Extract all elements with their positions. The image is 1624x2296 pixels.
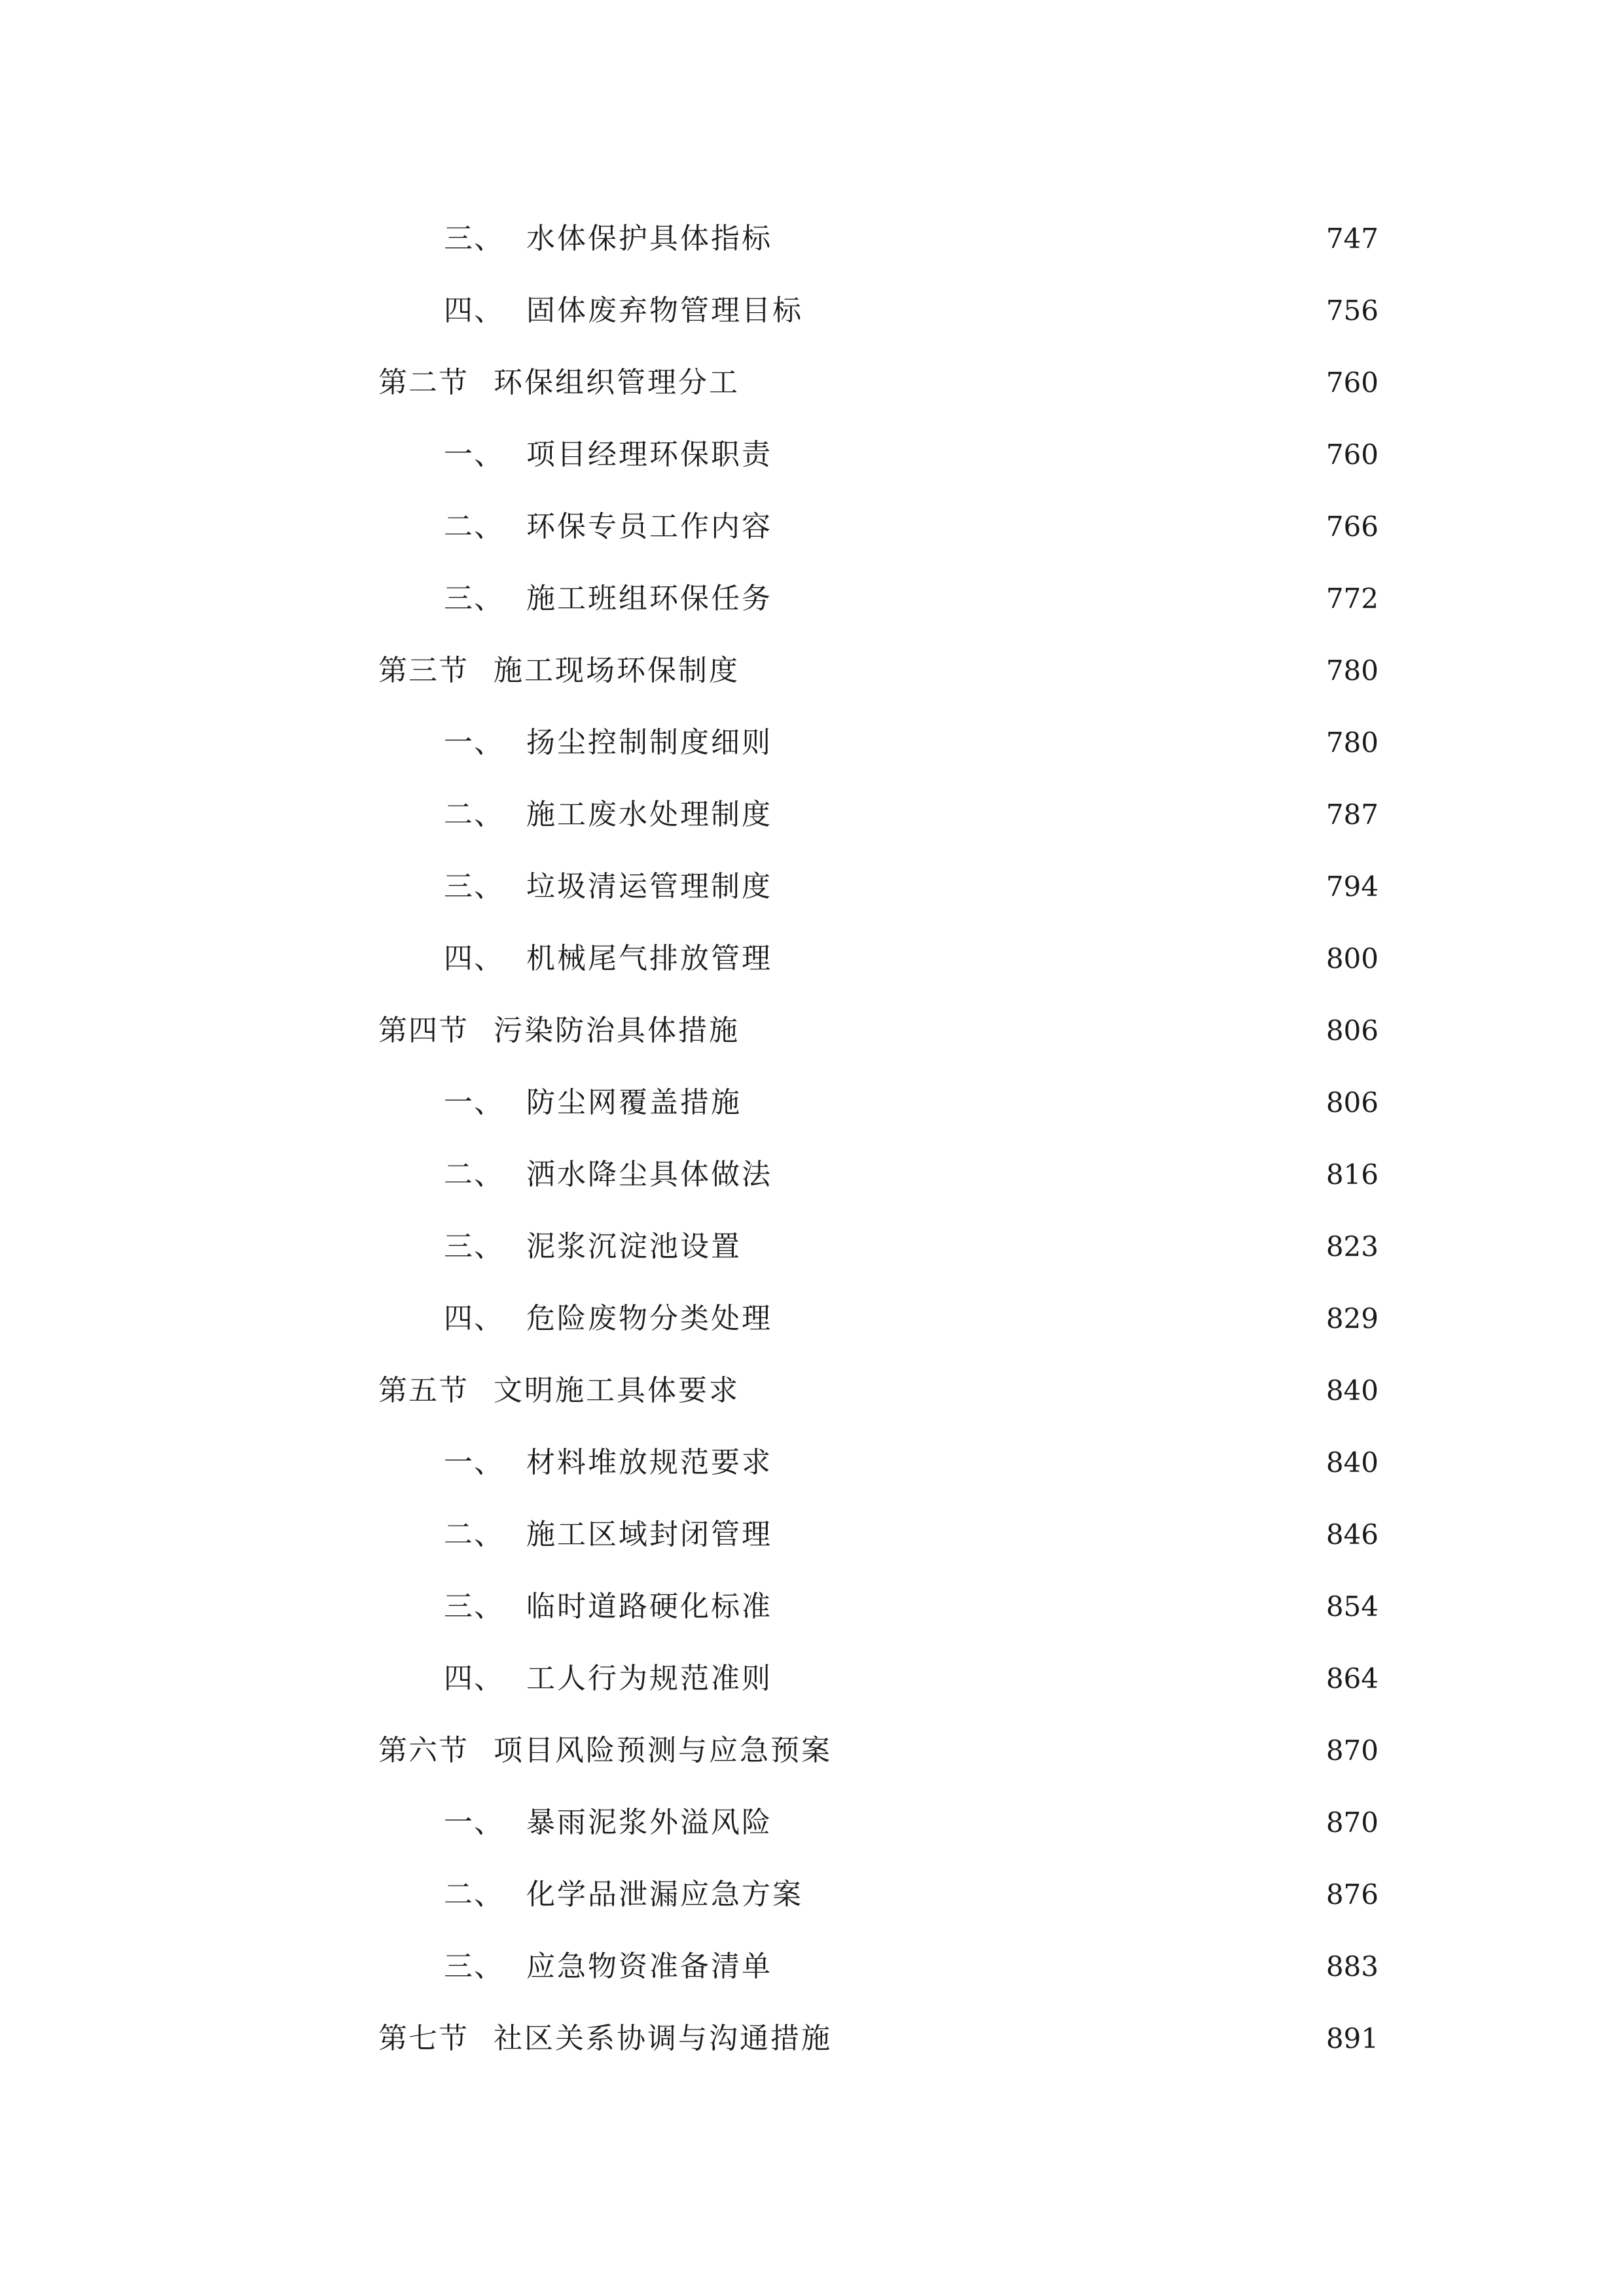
toc-dot-leader bbox=[784, 728, 1314, 757]
toc-subsection-row[interactable] bbox=[378, 1211, 1379, 1283]
toc-entry-title: 垃圾清运管理制度 bbox=[526, 870, 772, 903]
toc-entry-number: 二、 bbox=[444, 1878, 504, 1911]
toc-subsection-row[interactable] bbox=[378, 1571, 1379, 1643]
toc-page-number: 883 bbox=[1326, 1950, 1379, 1982]
toc-page-number: 760 bbox=[1326, 367, 1379, 399]
toc-section-row[interactable] bbox=[378, 635, 1379, 707]
toc-dot-leader bbox=[784, 1664, 1314, 1693]
toc-page-number: 806 bbox=[1326, 1014, 1379, 1047]
toc-subsection-row[interactable] bbox=[378, 851, 1379, 923]
toc-entry-number: 二、 bbox=[444, 510, 504, 543]
toc-entry-number: 三、 bbox=[444, 1590, 504, 1623]
toc-entry-number: 四、 bbox=[444, 1662, 504, 1695]
toc-subsection-row[interactable] bbox=[378, 1787, 1379, 1859]
toc-entry-number: 二、 bbox=[444, 798, 504, 831]
toc-subsection-row[interactable] bbox=[378, 923, 1379, 995]
toc-subsection-row[interactable] bbox=[378, 1643, 1379, 1715]
toc-entry-title: 施工班组环保任务 bbox=[526, 582, 772, 615]
toc-entry-title: 洒水降尘具体做法 bbox=[526, 1158, 772, 1191]
toc-page-number: 756 bbox=[1326, 295, 1379, 327]
toc-dot-leader bbox=[784, 872, 1314, 901]
toc-section-row[interactable] bbox=[378, 2003, 1379, 2075]
toc-page-number: 772 bbox=[1326, 583, 1379, 615]
toc-page-number: 870 bbox=[1326, 1734, 1379, 1767]
toc-entry-title: 社区关系协调与沟通措施 bbox=[494, 2022, 832, 2055]
toc-subsection-row[interactable] bbox=[378, 419, 1379, 491]
toc-dot-leader bbox=[751, 368, 1314, 397]
toc-entry-title: 临时道路硬化标准 bbox=[526, 1590, 772, 1623]
toc-entry-title: 施工区域封闭管理 bbox=[526, 1518, 772, 1551]
toc-entry-title: 文明施工具体要求 bbox=[494, 1374, 740, 1407]
toc-entry-number: 二、 bbox=[444, 1158, 504, 1191]
toc-page-number: 760 bbox=[1326, 439, 1379, 471]
toc-entry-number: 第四节 bbox=[378, 1014, 469, 1047]
toc-section-row[interactable] bbox=[378, 995, 1379, 1067]
toc-entry-number: 三、 bbox=[444, 1230, 504, 1263]
toc-dot-leader bbox=[784, 1520, 1314, 1549]
toc-entry-number: 三、 bbox=[444, 870, 504, 903]
toc-dot-leader bbox=[753, 1232, 1314, 1261]
toc-section-row[interactable] bbox=[378, 1355, 1379, 1427]
toc-page-number: 747 bbox=[1326, 223, 1379, 255]
toc-entry-number: 四、 bbox=[444, 942, 504, 975]
toc-page-number: 823 bbox=[1326, 1230, 1379, 1263]
toc-page-number: 766 bbox=[1326, 511, 1379, 543]
toc-entry-title: 材料堆放规范要求 bbox=[526, 1446, 772, 1479]
toc-entry-title: 扬尘控制制度细则 bbox=[526, 726, 772, 759]
toc-dot-leader bbox=[784, 584, 1314, 613]
toc-page-number: 864 bbox=[1326, 1662, 1379, 1695]
toc-dot-leader bbox=[784, 1448, 1314, 1477]
toc-page-number: 870 bbox=[1326, 1806, 1379, 1839]
toc-dot-leader bbox=[784, 512, 1314, 541]
toc-entry-number: 二、 bbox=[444, 1518, 504, 1551]
toc-dot-leader bbox=[784, 800, 1314, 829]
toc-page-number: 787 bbox=[1326, 798, 1379, 831]
toc-entry-title: 项目风险预测与应急预案 bbox=[494, 1734, 832, 1767]
toc-dot-leader bbox=[844, 2024, 1314, 2053]
toc-entry-number: 三、 bbox=[444, 1950, 504, 1983]
toc-entry-title: 项目经理环保职责 bbox=[526, 438, 772, 471]
toc-dot-leader bbox=[784, 1952, 1314, 1981]
toc-entry-number: 一、 bbox=[444, 438, 504, 471]
toc-entry-number: 一、 bbox=[444, 1086, 504, 1119]
toc-page-number: 891 bbox=[1326, 2022, 1379, 2054]
toc-entry-title: 施工废水处理制度 bbox=[526, 798, 772, 831]
toc-page-number: 806 bbox=[1326, 1086, 1379, 1119]
toc-entry-title: 化学品泄漏应急方案 bbox=[526, 1878, 803, 1911]
toc-page-number: 840 bbox=[1326, 1446, 1379, 1479]
toc-page-number: 816 bbox=[1326, 1158, 1379, 1191]
toc-dot-leader bbox=[784, 944, 1314, 973]
toc-subsection-row[interactable] bbox=[378, 203, 1379, 275]
toc-entry-number: 一、 bbox=[444, 1446, 504, 1479]
toc-dot-leader bbox=[784, 1808, 1314, 1837]
toc-page-number: 780 bbox=[1326, 655, 1379, 687]
toc-entry-number: 第三节 bbox=[378, 654, 469, 687]
toc-dot-leader bbox=[784, 1304, 1314, 1333]
toc-page-number: 829 bbox=[1326, 1302, 1379, 1335]
toc-entry-number: 三、 bbox=[444, 582, 504, 615]
toc-section-row[interactable] bbox=[378, 1715, 1379, 1787]
toc-dot-leader bbox=[784, 224, 1314, 253]
toc-page-number: 840 bbox=[1326, 1374, 1379, 1407]
toc-entry-title: 污染防治具体措施 bbox=[494, 1014, 740, 1047]
toc-page-number: 780 bbox=[1326, 726, 1379, 759]
toc-entry-number: 第五节 bbox=[378, 1374, 469, 1407]
toc-subsection-row[interactable] bbox=[378, 563, 1379, 635]
toc-dot-leader bbox=[844, 1736, 1314, 1765]
toc-entry-title: 泥浆沉淀池设置 bbox=[526, 1230, 742, 1263]
toc-dot-leader bbox=[753, 1088, 1314, 1117]
toc-page-number: 854 bbox=[1326, 1590, 1379, 1623]
toc-entry-title: 危险废物分类处理 bbox=[526, 1302, 772, 1335]
toc-subsection-row[interactable] bbox=[378, 779, 1379, 851]
toc-entry-title: 环保组织管理分工 bbox=[494, 366, 740, 399]
toc-dot-leader bbox=[784, 440, 1314, 469]
toc-entry-number: 第七节 bbox=[378, 2022, 469, 2055]
toc-subsection-row[interactable] bbox=[378, 275, 1379, 347]
toc-entry-number: 一、 bbox=[444, 1806, 504, 1839]
toc-entry-title: 机械尾气排放管理 bbox=[526, 942, 772, 975]
toc-entry-number: 四、 bbox=[444, 294, 504, 327]
toc-entry-title: 水体保护具体指标 bbox=[526, 222, 772, 255]
toc-page-number: 876 bbox=[1326, 1878, 1379, 1910]
toc-entry-title: 应急物资准备清单 bbox=[526, 1950, 772, 1983]
toc-entry-title: 防尘网覆盖措施 bbox=[526, 1086, 742, 1119]
toc-entry-number: 第二节 bbox=[378, 366, 469, 399]
toc-subsection-row[interactable] bbox=[378, 1139, 1379, 1211]
toc-page-number: 800 bbox=[1326, 942, 1379, 975]
toc-dot-leader bbox=[751, 1016, 1314, 1045]
toc-subsection-row[interactable] bbox=[378, 1283, 1379, 1355]
toc-entry-title: 工人行为规范准则 bbox=[526, 1662, 772, 1695]
toc-subsection-row[interactable] bbox=[378, 1499, 1379, 1571]
toc-entry-number: 一、 bbox=[444, 726, 504, 759]
toc-dot-leader bbox=[751, 656, 1314, 685]
toc-entry-title: 施工现场环保制度 bbox=[494, 654, 740, 687]
toc-page-number: 794 bbox=[1326, 870, 1379, 903]
toc-subsection-row[interactable] bbox=[378, 1859, 1379, 1931]
toc-dot-leader bbox=[815, 296, 1314, 325]
toc-subsection-row[interactable] bbox=[378, 1931, 1379, 2003]
toc-dot-leader bbox=[784, 1592, 1314, 1621]
toc-entry-title: 固体废弃物管理目标 bbox=[526, 294, 803, 327]
toc-subsection-row[interactable] bbox=[378, 491, 1379, 563]
toc-entry-title: 暴雨泥浆外溢风险 bbox=[526, 1806, 772, 1839]
toc-entry-number: 四、 bbox=[444, 1302, 504, 1335]
toc-entry-number: 第六节 bbox=[378, 1734, 469, 1767]
toc-dot-leader bbox=[751, 1376, 1314, 1405]
toc-subsection-row[interactable] bbox=[378, 1427, 1379, 1499]
toc-entry-number: 三、 bbox=[444, 222, 504, 255]
toc-section-row[interactable] bbox=[378, 347, 1379, 419]
toc-subsection-row[interactable] bbox=[378, 1067, 1379, 1139]
toc-page-number: 846 bbox=[1326, 1518, 1379, 1551]
table-of-contents bbox=[378, 203, 1379, 2075]
toc-dot-leader bbox=[784, 1160, 1314, 1189]
toc-subsection-row[interactable] bbox=[378, 707, 1379, 779]
toc-dot-leader bbox=[815, 1880, 1314, 1909]
toc-entry-title: 环保专员工作内容 bbox=[526, 510, 772, 543]
